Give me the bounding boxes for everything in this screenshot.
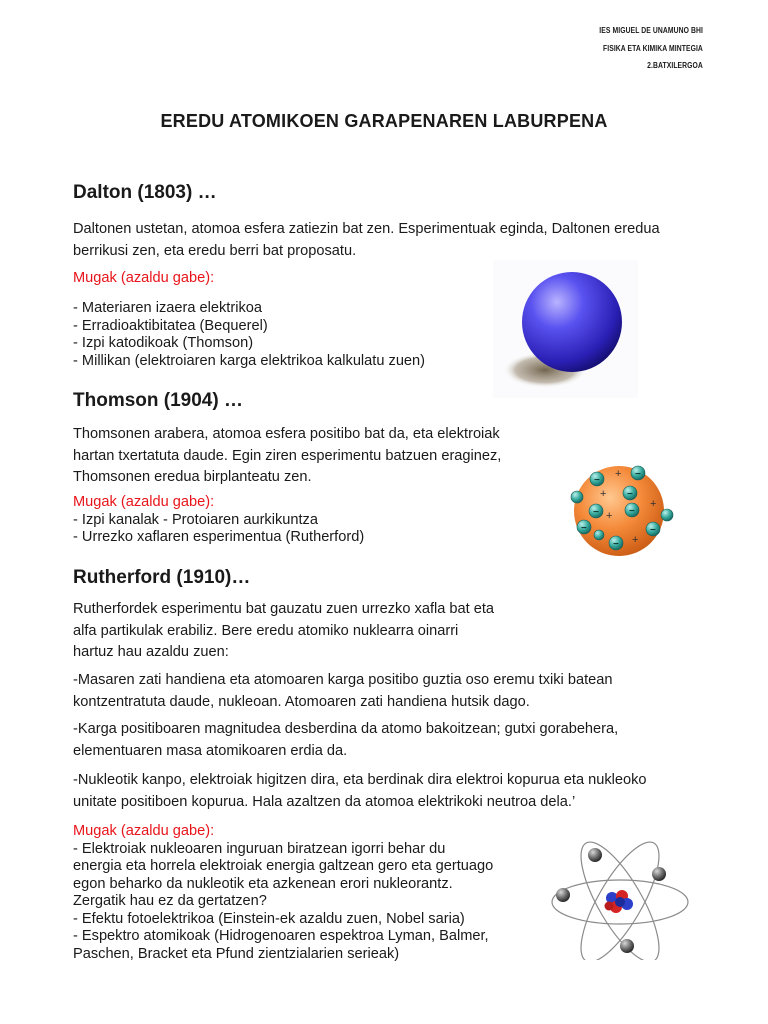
list-item: - Izpi kanalak - Protoiaren aurkikuntza (73, 511, 318, 528)
svg-text:−: − (627, 489, 633, 500)
thomson-limits-label: Mugak (azaldu gabe): (73, 494, 215, 510)
rutherford-point-2: -Karga positiboaren magnitudea desberdina da atomo bakoitzean; gutxi gorabehera, elementuaren masa atomikoaren erdia da. (73, 721, 619, 759)
list-item: Zergatik hau ez da gertatzen? (73, 893, 267, 909)
list-item: energia eta horrela elektroiak energia galtzean gero eta gertuago (73, 858, 494, 874)
course-name: 2.BATXILERGOA (647, 61, 703, 70)
dalton-sphere-image (493, 260, 638, 398)
svg-text:+: + (600, 488, 607, 500)
svg-text:+: + (650, 498, 657, 510)
page-header (599, 22, 703, 75)
rutherford-atom-image (548, 840, 698, 960)
thomson-text: Thomsonen arabera, atomoa esfera positibo bat da, eta elektroiak hartan txertatuta daude. Egin ziren esperimentu batzuen eraginez, Thomsonen eredua birplanteatu zen. (73, 426, 502, 485)
svg-text:−: − (593, 507, 599, 518)
svg-text:+: + (615, 468, 622, 480)
svg-text:−: − (629, 506, 635, 517)
school-name: IES MIGUEL DE UNAMUNO BHI (599, 26, 703, 35)
list-item: Paschen, Bracket eta Pfund zientzialarien serieak) (73, 945, 400, 962)
svg-text:+: + (606, 510, 613, 522)
list-item: - Urrezko xaflaren esperimentua (Rutherford) (73, 529, 365, 545)
rutherford-limits (73, 823, 493, 963)
document-title: EREDU ATOMIKOEN GARAPENAREN LABURPENA (160, 111, 608, 131)
dalton-limits-label: Mugak (azaldu gabe): (73, 270, 215, 286)
thomson-heading: Thomson (1904) … (73, 390, 243, 411)
list-item: - Erradioaktibitatea (Bequerel) (73, 317, 268, 334)
dalton-limits-list (73, 300, 425, 370)
svg-text:−: − (650, 525, 656, 536)
list-item: - Materiaren izaera elektrikoa (73, 300, 262, 316)
rutherford-heading: Rutherford (1910)… (73, 567, 251, 588)
department-name: FISIKA ETA KIMIKA MINTEGIA (603, 43, 703, 53)
rutherford-intro: Rutherfordek esperimentu bat gauzatu zuen urrezko xafla bat eta alfa partikulak erabiliz. Bere eredu atomiko nuklearra oinarri hartuz hau azaldu zuen: (73, 601, 495, 660)
list-item: - Efektu fotoelektrikoa (Einstein-ek azaldu zuen, Nobel saria) (73, 910, 465, 927)
thomson-atom-image (563, 455, 683, 565)
dalton-heading: Dalton (1803) … (73, 182, 217, 203)
rutherford-point-3: -Nukleotik kanpo, elektroiak higitzen dira, eta berdinak dira elektroi kopurua eta nukleoko unitate positiboen kopurua. Hala azaltzen da atomoa elektrikoki neutroa dela.’ (73, 772, 647, 810)
svg-text:+: + (632, 534, 639, 546)
svg-text:−: − (581, 523, 587, 534)
list-item: - Izpi katodikoak (Thomson) (73, 335, 254, 351)
rutherford-point-1: -Masaren zati handiena eta atomoaren karga positibo guztia oso eremu txiki batean kontzentratuta daude, nukleoan. Atomoaren zati handiena hutsik dago. (73, 672, 613, 710)
rutherford-limits-label: Mugak (azaldu gabe): (73, 823, 215, 839)
thomson-limits (73, 494, 364, 547)
list-item: - Espektro atomikoak (Hidrogenoaren espektroa Lyman, Balmer, (73, 928, 489, 944)
dalton-text: Daltonen ustetan, atomoa esfera zatiezin bat zen. Esperimentuak eginda, Daltonen eredua berrikusi zen, eta eredu berri bat proposatu. (73, 221, 660, 259)
svg-text:−: − (613, 539, 619, 550)
svg-text:−: − (635, 469, 641, 480)
list-item: - Millikan (elektroiaren karga elektrikoa kalkulatu zuen) (73, 352, 426, 369)
list-item: egon beharko da nukleotik eta azkenean erori nukleorantz. (73, 875, 453, 892)
svg-text:−: − (594, 475, 600, 486)
list-item: - Elektroiak nukleoaren inguruan biratzean igorri behar du (73, 840, 446, 857)
